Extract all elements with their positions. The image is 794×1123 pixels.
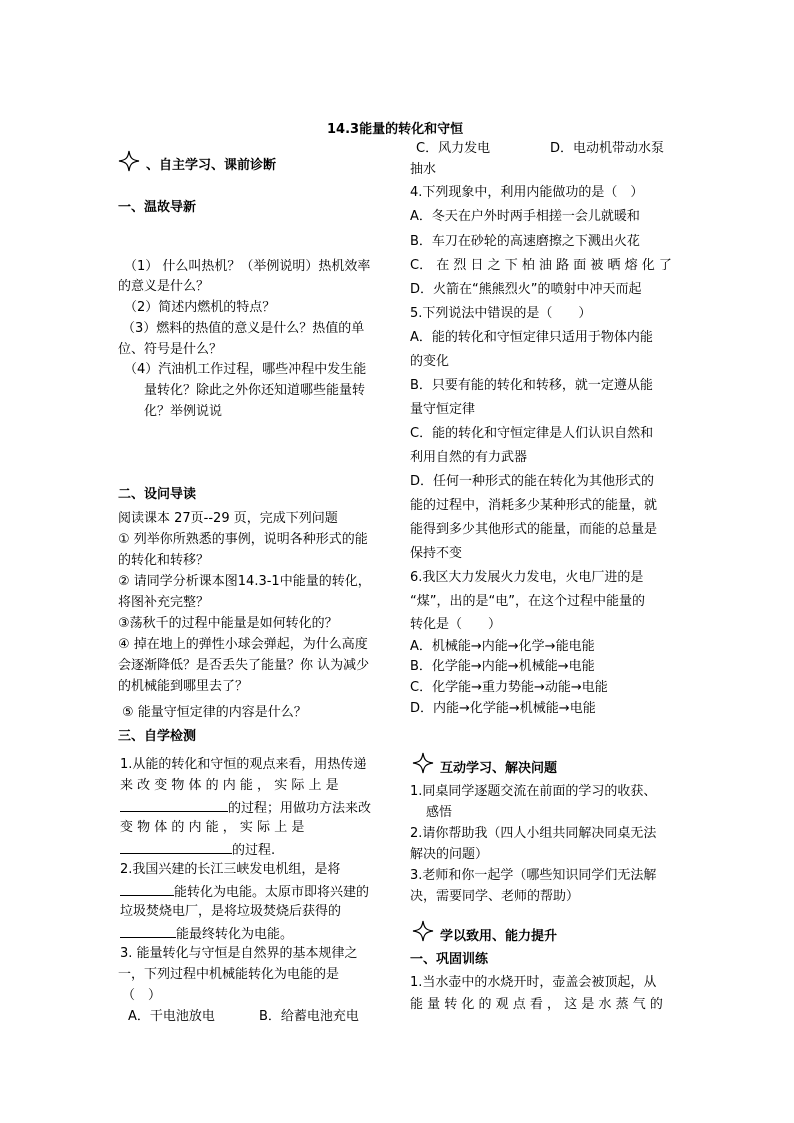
self-check-heading: 三、自学检测 <box>118 729 197 744</box>
guided-q5: ⑤ 能量守恒定律的内容是什么？ <box>122 705 307 720</box>
review-q1-line2: 的意义是什么？ <box>118 279 210 294</box>
section-application-heading: 学以致用、能力提升 <box>440 929 558 944</box>
check-q2-line2-text: 能转化为电能。太原市即将兴建的 <box>174 885 370 900</box>
interactive-item2-line1: 2.请你帮助我（四人小组共同解决同桌无法 <box>410 826 657 841</box>
reading-instruction: 阅读课本 27页--29 页，完成下列问题 <box>118 511 338 526</box>
check-q3-option-a: A．干电池放电 <box>128 1009 215 1024</box>
check-q4-option-c: C． 在 烈 日 之 下 柏 油 路 面 被 晒 熔 化 了 <box>410 258 672 273</box>
check-q3-line2: 一，下列过程中机械能转化为电能的是 <box>118 967 340 982</box>
check-q5-option-d-line2: 能的过程中，消耗多少某种形式的能量，就 <box>410 498 658 513</box>
guided-q1-line2: 的转化和转移？ <box>118 553 210 568</box>
check-q4-option-a: A．冬天在户外时两手相搓一会儿就暖和 <box>410 209 640 224</box>
guided-q4-line2: 会逐渐降低？是否丢失了能量？你 认为减少 <box>118 658 370 673</box>
check-q1-line5-text: 的过程. <box>232 843 276 858</box>
check-q3-option-b: B．给蓄电池充电 <box>259 1009 359 1024</box>
review-heading: 一、温故导新 <box>118 200 197 215</box>
sparkle-star-icon <box>118 150 140 172</box>
review-q1-line1: （1） 什么叫热机？（举例说明）热机效率 <box>124 259 371 274</box>
sparkle-star-icon <box>412 920 434 942</box>
check-q3-line1: 3. 能量转化与守恒是自然界的基本规律之 <box>120 946 358 961</box>
check-q3-option-d-cont: 抽水 <box>410 162 437 177</box>
guided-q1-line1: ① 列举你所熟悉的事例，说明各种形式的能 <box>118 532 368 547</box>
check-q1-line3-text: 的过程；用做功方法来改 <box>228 801 372 816</box>
check-q2-line1: 2.我国兴建的长江三峡发电机组，是将 <box>120 862 341 877</box>
check-q3-paren: （ ） <box>122 988 162 1003</box>
guided-q3: ③荡秋千的过程中能量是如何转化的？ <box>118 616 338 631</box>
check-q5-option-d-line1: D．任何一种形式的能在转化为其他形式的 <box>410 474 655 489</box>
check-q2-line4 <box>120 925 293 943</box>
review-q3-line2: 位、符号是什么？ <box>118 342 223 357</box>
interactive-item3-line2: 决，需要同学、老师的帮助） <box>410 889 580 904</box>
practice-q1-line2: 能 量 转 化 的 观 点 看 ， 这 是 水 蒸 气 的 <box>410 997 663 1012</box>
check-q2-line2 <box>120 883 369 901</box>
review-q4-line2: 量转化？除此之外你还知道哪些能量转 <box>144 383 366 398</box>
review-q2: （2）简述内燃机的特点？ <box>124 300 276 315</box>
check-q5-option-c-line2: 利用自然的有力武器 <box>410 450 528 465</box>
check-q6-line3: 转化是（ ） <box>410 617 502 632</box>
check-q6-option-a: A．机械能→内能→化学→能电能 <box>410 639 595 654</box>
check-q3-option-d: D．电动机带动水泵 <box>550 141 665 156</box>
interactive-item2-line2: 解决的问题） <box>410 847 489 862</box>
check-q1-line4: 变 物 体 的 内 能 ， 实 际 上 是 <box>120 820 305 835</box>
interactive-item1-line2: 感悟 <box>426 805 453 820</box>
guided-q2-line1: ② 请同学分析课本图14.3-1中能量的转化， <box>118 574 371 589</box>
check-q4-option-b: B．车刀在砂轮的高速磨擦之下溅出火花 <box>410 234 640 249</box>
review-q4-line1: （4）汽油机工作过程，哪些冲程中发生能 <box>124 362 367 377</box>
check-q1-line1: 1.从能的转化和守恒的观点来看，用热传递 <box>120 757 367 772</box>
page-title: 14.3能量的转化和守恒 <box>327 122 464 137</box>
check-q2-line4-text: 能最终转化为电能。 <box>176 927 294 942</box>
check-q5-option-d-line3: 能得到多少其他形式的能量，而能的总量是 <box>410 522 658 537</box>
check-q1-line3 <box>120 799 371 817</box>
check-q5-option-a-line2: 的变化 <box>410 354 450 369</box>
guided-q2-line2: 将图补充完整？ <box>118 595 210 610</box>
practice-heading: 一、巩固训练 <box>410 952 489 967</box>
answer-blank[interactable] <box>120 925 176 938</box>
review-q3-line1: （3）燃料的热值的意义是什么？热值的单 <box>122 321 365 336</box>
check-q6-option-c: C．化学能→重力势能→动能→电能 <box>410 680 608 695</box>
guided-q4-line1: ④ 掉在地上的弹性小球会弹起，为什么高度 <box>118 637 368 652</box>
answer-blank[interactable] <box>120 799 228 812</box>
check-q6-option-b: B．化学能→内能→机械能→电能 <box>410 659 595 674</box>
review-q4-line3: 化？举例说说 <box>144 404 223 419</box>
check-q5-option-b-line2: 量守恒定律 <box>410 402 476 417</box>
check-q5: 5.下列说法中错误的是（ ） <box>410 306 592 321</box>
check-q4: 4.下列现象中，利用内能做功的是（ ） <box>410 185 644 200</box>
check-q5-option-b-line1: B．只要有能的转化和转移，就一定遵从能 <box>410 378 653 393</box>
check-q6-line1: 6.我区大力发展火力发电，火电厂进的是 <box>410 570 644 585</box>
check-q5-option-a-line1: A．能的转化和守恒定律只适用于物体内能 <box>410 330 653 345</box>
check-q5-option-c-line1: C．能的转化和守恒定律是人们认识自然和 <box>410 426 654 441</box>
check-q3-option-c: C．风力发电 <box>416 141 491 156</box>
guided-questions-heading: 二、设问导读 <box>118 487 197 502</box>
check-q1-line2: 来 改 变 物 体 的 内 能 ， 实 际 上 是 <box>120 778 339 793</box>
section-interactive-heading: 互动学习、解决问题 <box>440 761 558 776</box>
check-q4-option-d: D．火箭在“熊熊烈火”的喷射中冲天而起 <box>410 282 642 297</box>
sparkle-star-icon <box>412 752 434 774</box>
check-q6-option-d: D．内能→化学能→机械能→电能 <box>410 701 596 716</box>
guided-q4-line3: 的机械能到哪里去了？ <box>118 679 249 694</box>
interactive-item1-line1: 1.同桌同学逐题交流在前面的学习的收获、 <box>410 784 657 799</box>
check-q2-line3: 垃圾焚烧电厂，是将垃圾焚烧后获得的 <box>120 904 342 919</box>
interactive-item3-line1: 3.老师和你一起学（哪些知识同学们无法解 <box>410 868 657 883</box>
check-q6-line2: “煤”，出的是“电”，在这个过程中能量的 <box>410 594 645 609</box>
check-q1-line5 <box>120 841 275 859</box>
practice-q1-line1: 1.当水壶中的水烧开时，壶盖会被顶起，从 <box>410 975 657 990</box>
answer-blank[interactable] <box>120 841 232 854</box>
answer-blank[interactable] <box>120 883 174 896</box>
check-q5-option-d-line4: 保持不变 <box>410 546 463 561</box>
section-self-study-heading: 、自主学习、课前诊断 <box>146 158 277 173</box>
